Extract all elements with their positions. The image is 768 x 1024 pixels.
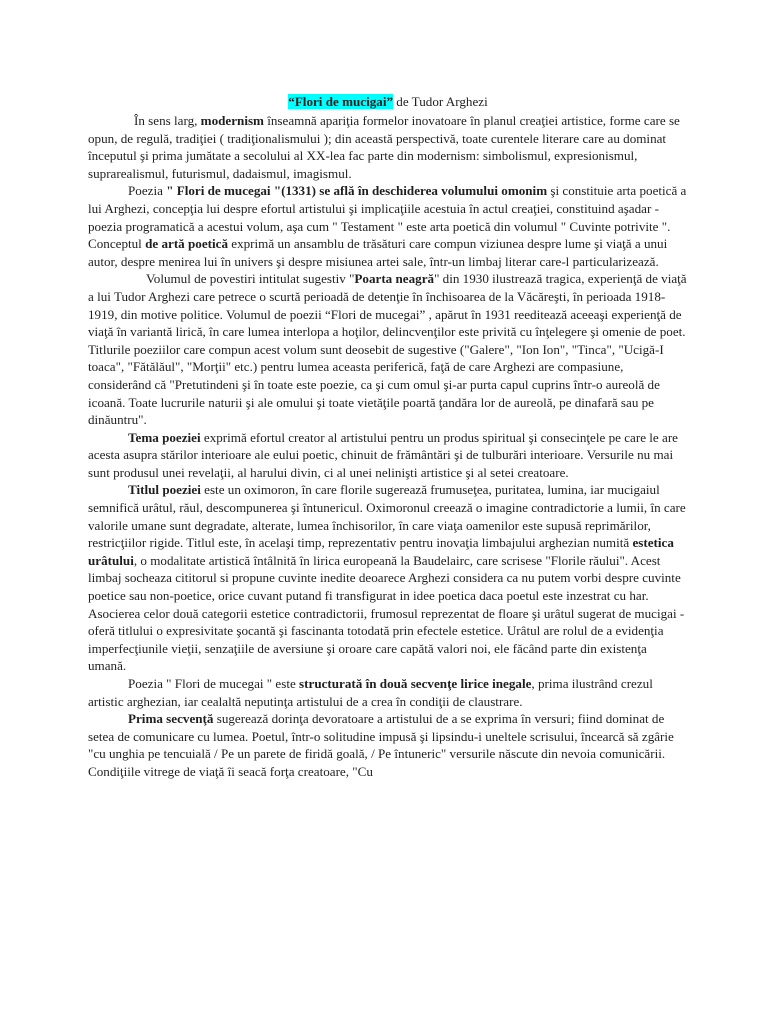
paragraph: [88, 481, 688, 675]
text-segment: sugerează dorinţa devoratoare a artistului de a se exprima în versuri; fiind dominat de setea de comunicare cu lumea. Poetul, într-o solitudine impusă şi lipsindu-i uneltele scrisului, încearcă să zgârie "cu unghia pe tencuială / Pe un parete de firidă goală, / Pe întuneric" versurile născute din nevoia comunicării. Condiţiile vitrege de viaţă îi seacă forţa creatoare, "Cu: [88, 711, 674, 779]
paragraph: [88, 235, 688, 270]
text-segment: exprimă un ansamblu de trăsături care compun viziunea despre lume şi viaţă a unui autor, despre menirea lui în univers şi despre misiunea artei sale, într-un limbaj literar care-l particularizează.: [88, 236, 668, 269]
title-highlighted: “Flori de mucigai”: [288, 94, 394, 109]
text-segment: şi constituie arta poetică a lui Arghezi, concepţia lui despre efortul artistului şi implicaţiile acestuia în actul creaţiei, constituind aşadar - poezia programatică a acestui volum, aşa cum " Testament " este arta poetică din volumul " Cuvinte potrivite ".: [88, 183, 687, 234]
text-segment: , o modalitate artistică întâlnită în lirica europeană la Baudelairc, care scrisese "Florile răului". Acest limbaj socheaza cititorul si propune cuvinte inedite deoarece Arghezi considera ca nu putem vorbi despre cuvinte poetice sau non-poetice, orice cuvant putand fi transfigurat in idee poetica daca poetul este inzestrat cu har. Asocierea celor două categorii estetice contradictorii, frumosul reprezentat de floare şi urâtul sugerat de mucigai - oferă titlului o expresivitate şocantă şi fascinanta totodată prin efectele estetice. Urâtul are rolul de a evidenţia imperfecţiunile vieţii, senzaţiile de aversiune şi oroare care capătă valori noi, ele făcând parte din existenţa umană.: [88, 552, 685, 674]
text-segment: Poezia: [128, 183, 167, 199]
text-segment: , prima ilustrând crezul artistic arghezian, iar cealaltă neputinţa artistului de a crea în condiţii de claustrare.: [88, 676, 653, 709]
text-segment: În sens larg,: [134, 113, 201, 128]
document-title: [88, 92, 688, 112]
title-author: de Tudor Arghezi: [393, 94, 488, 109]
text-segment: Volumul de povestiri intitulat sugestiv ": [146, 271, 355, 287]
bold-text: Poarta neagră: [354, 271, 435, 287]
text-segment: " din 1930 ilustrează tragica, experienţă de viaţă a lui Tudor Arghezi care petrece o scurtă perioadă de detenţie în închisoarea de la Văcăreşti, în perioada 1918-1919, din motive politice. Volumul de poezii “Flori de mucegai” , apărut în 1931 reeditează aceeaşi experienţă de viaţă în variantă lirică, în care lumea interlopa a hoţilor, delincvenţilor este privită cu înţelegere şi omenie de poet. Titlurile poeziilor care compun acest volum sunt deosebit de sugestive ("Galere", "Ion Ion", "Tinca", "Ucigă-I toaca", "Fătălăul", "Morţii" etc.) pentru lumea aceasta periferică, faţă de care Arghezi are compasiune, considerând că "Pretutindeni şi în toate este poezie, ca şi cum omul şi-ar purta capul cuprins într-o aureolă de icoană. Toate lucrurile naturii şi ale omului şi toate vietăţile poartă ţandăra lor de aureolă, pe dinafară sau pe dinăuntru".: [88, 271, 687, 428]
text-segment: exprimă efortul creator al artistului pentru un produs spiritual şi consecinţele pe care le are acesta asupra stărilor interioare ale eului poetic, chinuit de frământări şi de tulburări interioare. Versurile nu mai sunt produsul unei revelaţii, al harului divin, ci al unei nelinişti artistice şi al setei creatoare.: [88, 429, 678, 480]
bold-text: Titlul poeziei: [128, 482, 201, 498]
text-segment: înseamnă apariţia formelor inovatoare în planul creaţiei artistice, forme care se opun, de regulă, tradiţiei ( tradiţionalismului ); din această perspectivă, toate curentele literare care au dominat începutul şi prima jumătate a secolului al XX-lea fac parte din modernism: simbolismul, expresionismul, suprarealismul, futurismul, dadaismul, imagismul.: [88, 113, 680, 181]
paragraph: [88, 112, 688, 182]
paragraph: [88, 270, 688, 428]
document-body: [88, 112, 688, 781]
text-segment: este un oximoron, în care florile sugerează frumuseţea, puritatea, lumina, iar mucigaiul semnifică urâtul, răul, descompunerea şi întunericul. Oximoronul creează o imagine contradictorie a lumii, în care valorile umane sunt degradate, alterate, lumea închisorilor, în care viaţa oamenilor este supusă reprimărilor, restricţiilor rigide. Titlul este, în acelaşi timp, reprezentativ pentru inovaţia limbajului arghezian numită: [88, 482, 686, 551]
bold-text: Tema poeziei: [128, 429, 201, 445]
bold-text: structurată în două secvenţe lirice inegale: [299, 676, 532, 691]
bold-text: de artă poetică: [145, 236, 228, 252]
bold-text: " Flori de mucegai "(1331) se află în deschiderea volumului omonim: [166, 183, 548, 199]
bold-text: modernism: [200, 113, 264, 128]
text-segment: Conceptul: [88, 236, 146, 252]
text-segment: Poezia " Flori de mucegai " este: [128, 676, 300, 691]
document-page: [88, 92, 688, 781]
paragraph: [88, 675, 688, 710]
bold-text: Prima secvenţă: [128, 711, 214, 727]
paragraph: [88, 182, 688, 235]
bold-text: estetica urâtului: [88, 535, 674, 568]
paragraph: [88, 710, 688, 780]
paragraph: [88, 429, 688, 482]
